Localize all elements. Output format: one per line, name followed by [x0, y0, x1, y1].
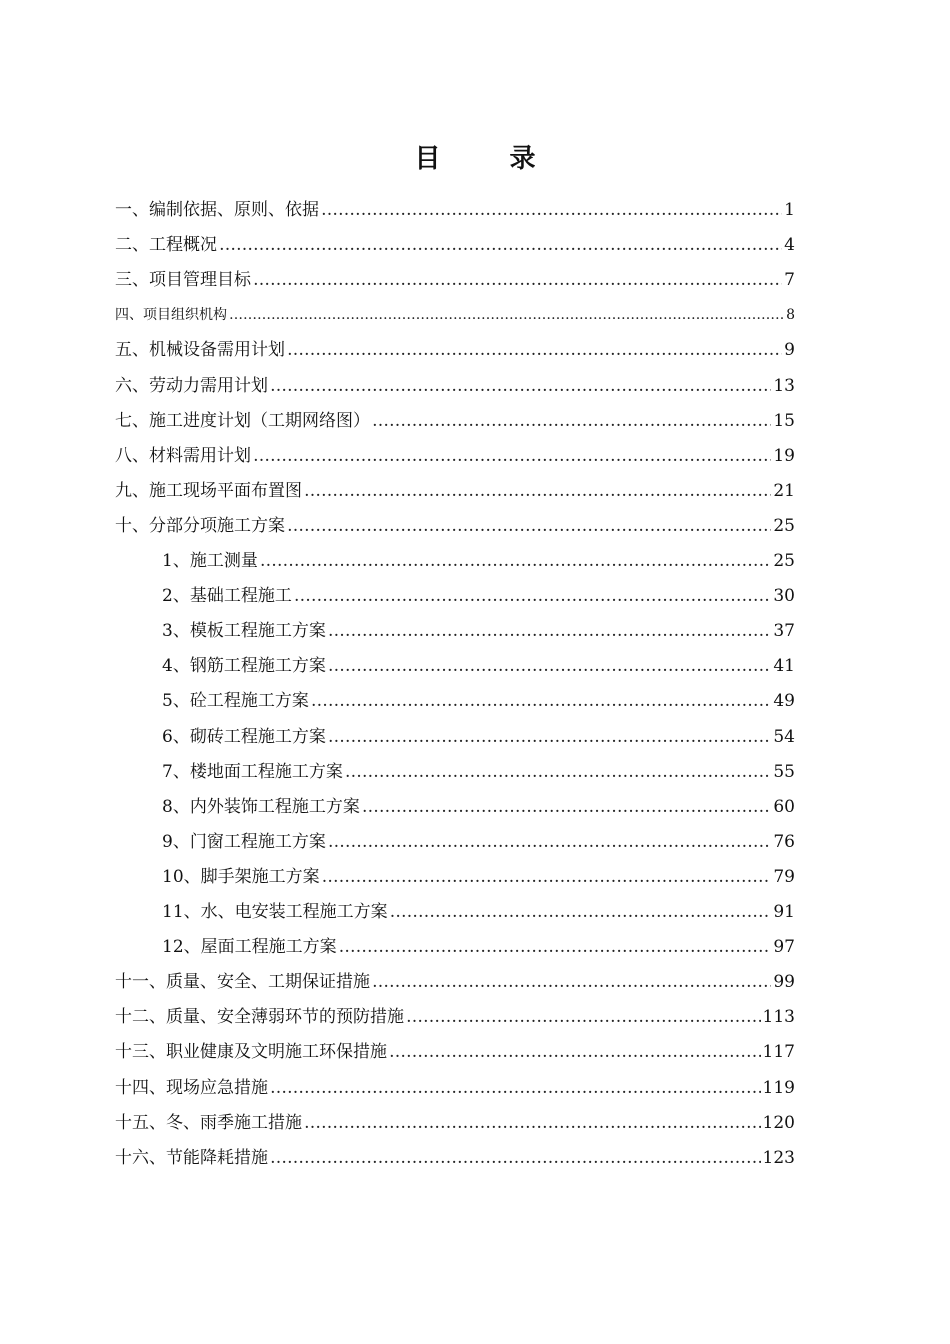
toc-page-number: 1	[784, 200, 795, 220]
toc-entry[interactable]	[162, 790, 795, 825]
toc-page-number: 97	[773, 937, 795, 958]
toc-entry[interactable]	[115, 1000, 795, 1035]
toc-page-number: 60	[773, 796, 795, 817]
toc-entry[interactable]	[115, 1071, 795, 1106]
toc-entry-label: 四、项目组织机构	[115, 307, 227, 324]
toc-entry-label: 5、砼工程施工方案	[162, 691, 309, 712]
toc-entry[interactable]	[115, 439, 795, 474]
toc-dot-leader	[321, 193, 782, 228]
toc-entry[interactable]	[115, 1035, 795, 1070]
toc-entry-label: 十四、现场应急措施	[115, 1077, 268, 1098]
toc-dot-leader	[219, 228, 782, 263]
toc-dot-leader	[406, 1000, 761, 1035]
toc-entry-label: 十、分部分项施工方案	[115, 515, 285, 536]
toc-dot-leader	[270, 369, 771, 404]
toc-entry-label: 二、工程概况	[115, 235, 217, 256]
toc-entry-label: 8、内外装饰工程施工方案	[162, 796, 360, 817]
toc-entry-label: 三、项目管理目标	[115, 270, 251, 291]
toc-entry-label: 12、屋面工程施工方案	[162, 937, 337, 958]
toc-dot-leader	[328, 649, 772, 684]
toc-dot-leader	[229, 298, 784, 333]
toc-entry[interactable]	[115, 263, 795, 298]
toc-page-number: 21	[773, 480, 795, 501]
toc-dot-leader	[253, 439, 771, 474]
toc-entry-label: 9、门窗工程施工方案	[162, 831, 326, 852]
toc-entry[interactable]	[162, 684, 795, 719]
toc-entry-label: 3、模板工程施工方案	[162, 621, 326, 642]
toc-page-number: 120	[762, 1112, 795, 1133]
toc-entry[interactable]	[115, 404, 795, 439]
toc-dot-leader	[270, 1141, 761, 1176]
toc-dot-leader	[390, 895, 772, 930]
toc-page-number: 76	[773, 831, 795, 852]
toc-dot-leader	[287, 509, 771, 544]
toc-entry-label: 十三、职业健康及文明施工环保措施	[115, 1042, 387, 1063]
toc-page-number: 54	[773, 726, 795, 747]
toc-entry-label: 6、砌砖工程施工方案	[162, 726, 326, 747]
toc-dot-leader	[270, 1071, 761, 1106]
toc-entry[interactable]	[115, 1141, 795, 1176]
toc-page-number: 25	[773, 515, 795, 536]
toc-entry[interactable]	[115, 228, 795, 263]
toc-page-number: 13	[773, 375, 795, 396]
toc-entry[interactable]	[162, 755, 795, 790]
toc-entry-label: 2、基础工程施工	[162, 586, 292, 607]
toc-entry-label: 7、楼地面工程施工方案	[162, 761, 343, 782]
toc-entry-label: 十五、冬、雨季施工措施	[115, 1112, 302, 1133]
toc-entry[interactable]	[115, 193, 795, 228]
toc-page-number: 8	[786, 307, 795, 324]
toc-dot-leader	[389, 1035, 761, 1070]
toc-page-number: 7	[784, 270, 795, 291]
toc-entry-label: 一、编制依据、原则、依据	[115, 200, 319, 220]
toc-page-number: 19	[773, 445, 795, 466]
toc-dot-leader	[304, 474, 771, 509]
toc-page-number: 55	[773, 761, 795, 782]
toc-dot-leader	[260, 544, 772, 579]
toc-entry-label: 十六、节能降耗措施	[115, 1147, 268, 1168]
toc-entry[interactable]	[115, 298, 795, 333]
toc-entry-label: 1、施工测量	[162, 551, 258, 571]
toc-entry[interactable]	[115, 965, 795, 1000]
toc-page-number: 117	[762, 1042, 795, 1063]
toc-page-number: 123	[762, 1147, 795, 1168]
toc-page-number: 25	[773, 551, 795, 571]
toc-entry[interactable]	[162, 614, 795, 649]
toc-entry[interactable]	[115, 333, 795, 368]
toc-dot-leader	[322, 860, 772, 895]
toc-page-number: 79	[773, 866, 795, 887]
toc-page-number: 15	[773, 410, 795, 431]
toc-entry[interactable]	[115, 369, 795, 404]
toc-entry[interactable]	[115, 1106, 795, 1141]
toc-dot-leader	[253, 263, 782, 298]
toc-page-number: 119	[762, 1077, 795, 1098]
toc-entry[interactable]	[115, 474, 795, 509]
toc-entry-label: 八、材料需用计划	[115, 445, 251, 466]
toc-page-number: 99	[773, 972, 795, 993]
toc-entry-label: 六、劳动力需用计划	[115, 375, 268, 396]
toc-page-number: 9	[784, 340, 795, 361]
toc-page-number: 49	[773, 691, 795, 712]
toc-dot-leader	[287, 333, 782, 368]
toc-entry-label: 七、施工进度计划（工期网络图）	[115, 410, 370, 431]
toc-page-number: 4	[784, 235, 795, 256]
toc-dot-leader	[328, 614, 772, 649]
toc-dot-leader	[345, 755, 772, 790]
toc-entry-label: 九、施工现场平面布置图	[115, 480, 302, 501]
toc-dot-leader	[339, 930, 772, 965]
toc-dot-leader	[328, 825, 772, 860]
toc-page-number: 113	[762, 1007, 795, 1028]
toc-entry[interactable]	[115, 509, 795, 544]
toc-entry-label: 十一、质量、安全、工期保证措施	[115, 972, 370, 993]
toc-dot-leader	[311, 684, 772, 719]
toc-dot-leader	[304, 1106, 761, 1141]
toc-entry[interactable]	[162, 579, 795, 614]
toc-entry-label: 11、水、电安装工程施工方案	[162, 902, 388, 922]
toc-entry-label: 10、脚手架施工方案	[162, 866, 320, 887]
toc-entry[interactable]	[162, 825, 795, 860]
toc-dot-leader	[372, 404, 771, 439]
toc-dot-leader	[362, 790, 772, 825]
toc-dot-leader	[294, 579, 772, 614]
toc-dot-leader	[328, 720, 772, 755]
toc-title: 目 录	[414, 144, 566, 174]
toc-entry[interactable]	[162, 860, 795, 895]
toc-entry-label: 五、机械设备需用计划	[115, 340, 285, 361]
toc-page-number: 30	[773, 586, 795, 607]
toc-page-number: 41	[773, 656, 795, 677]
toc-entry-label: 十二、质量、安全薄弱环节的预防措施	[115, 1007, 404, 1028]
toc-page-number: 37	[773, 621, 795, 642]
toc-entry-label: 4、钢筋工程施工方案	[162, 656, 326, 677]
toc-entry[interactable]	[162, 649, 795, 684]
toc-entry[interactable]	[162, 544, 795, 579]
toc-entry[interactable]	[162, 720, 795, 755]
toc-entry[interactable]	[162, 930, 795, 965]
toc-dot-leader	[372, 965, 771, 1000]
toc-page-number: 91	[773, 902, 795, 922]
toc-entry[interactable]	[162, 895, 795, 930]
